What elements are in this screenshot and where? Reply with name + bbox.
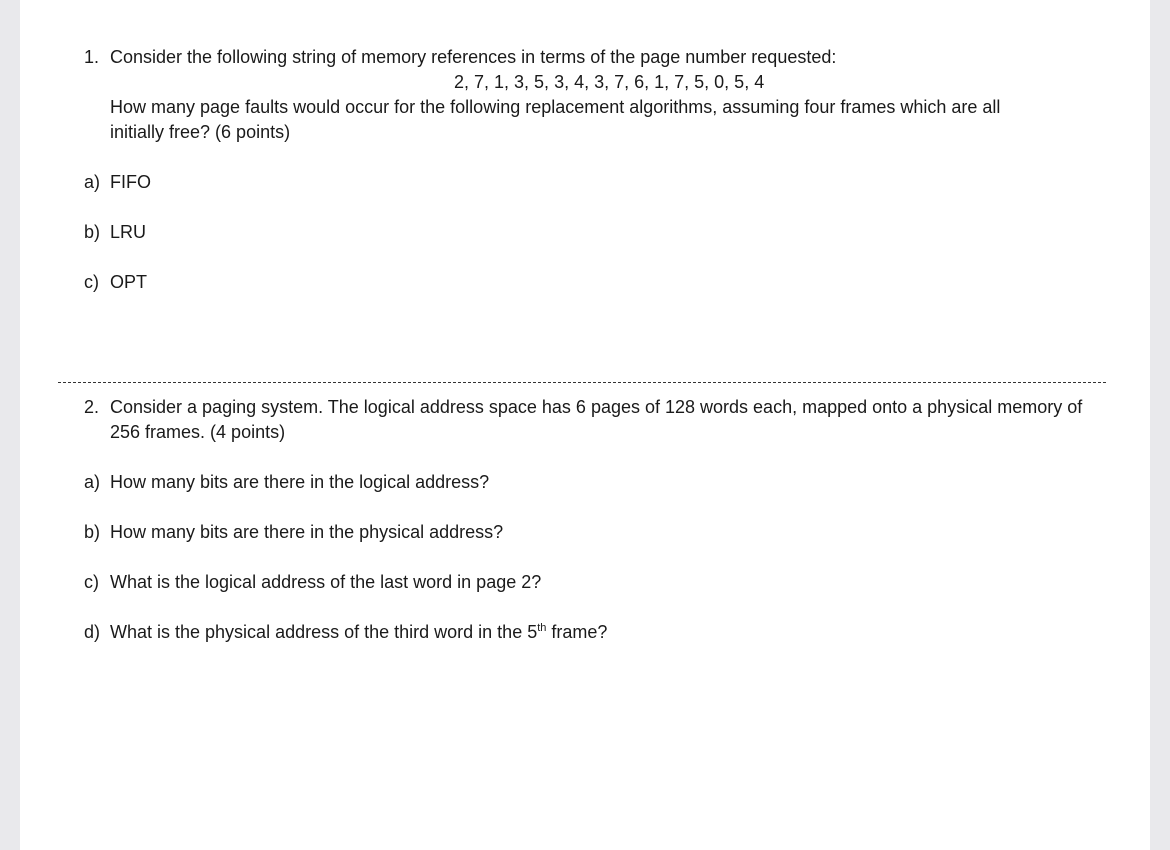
question-1-number: 1. xyxy=(84,47,100,67)
question-2-prompt-line2: 256 frames. (4 points) xyxy=(110,422,286,442)
question-1-text-line1: How many page faults would occur for the following replacement algorithms, assuming four frames which are all xyxy=(110,97,1001,117)
q2-part-d-label: d) xyxy=(84,622,101,642)
q2-part-d-text-before: What is the physical address of the third word in the 5 xyxy=(110,622,538,642)
q2-part-a-label: a) xyxy=(84,472,101,492)
question-1-prompt: Consider the following string of memory references in terms of the page number requested: xyxy=(110,47,837,67)
reference-string: 2, 7, 1, 3, 5, 3, 4, 3, 7, 6, 1, 7, 5, 0, 5, 4 xyxy=(454,72,765,92)
q2-part-a-text: How many bits are there in the logical address? xyxy=(110,472,490,492)
q2-part-d-text-after: frame? xyxy=(546,622,608,642)
ordinal-superscript: th xyxy=(537,622,547,634)
q1-part-c-text: OPT xyxy=(110,272,148,292)
q2-part-b-text: How many bits are there in the physical address? xyxy=(110,522,504,542)
question-2-number: 2. xyxy=(84,397,100,417)
question-2-prompt-line1: Consider a paging system. The logical address space has 6 pages of 128 words each, mapped onto a physical memory of xyxy=(110,397,1083,417)
q2-part-c-text: What is the logical address of the last word in page 2? xyxy=(110,572,542,592)
section-divider xyxy=(58,382,1106,383)
document-page xyxy=(20,0,1150,850)
q1-part-a-label: a) xyxy=(84,172,101,192)
q1-part-b-text: LRU xyxy=(110,222,147,242)
q2-part-c-label: c) xyxy=(84,572,99,592)
q2-part-b-label: b) xyxy=(84,522,101,542)
q1-part-b-label: b) xyxy=(84,222,101,242)
q2-part-d-text xyxy=(110,621,607,643)
q1-part-c-label: c) xyxy=(84,272,99,292)
question-1-text-line2: initially free? (6 points) xyxy=(110,122,291,142)
q1-part-a-text: FIFO xyxy=(110,172,151,192)
